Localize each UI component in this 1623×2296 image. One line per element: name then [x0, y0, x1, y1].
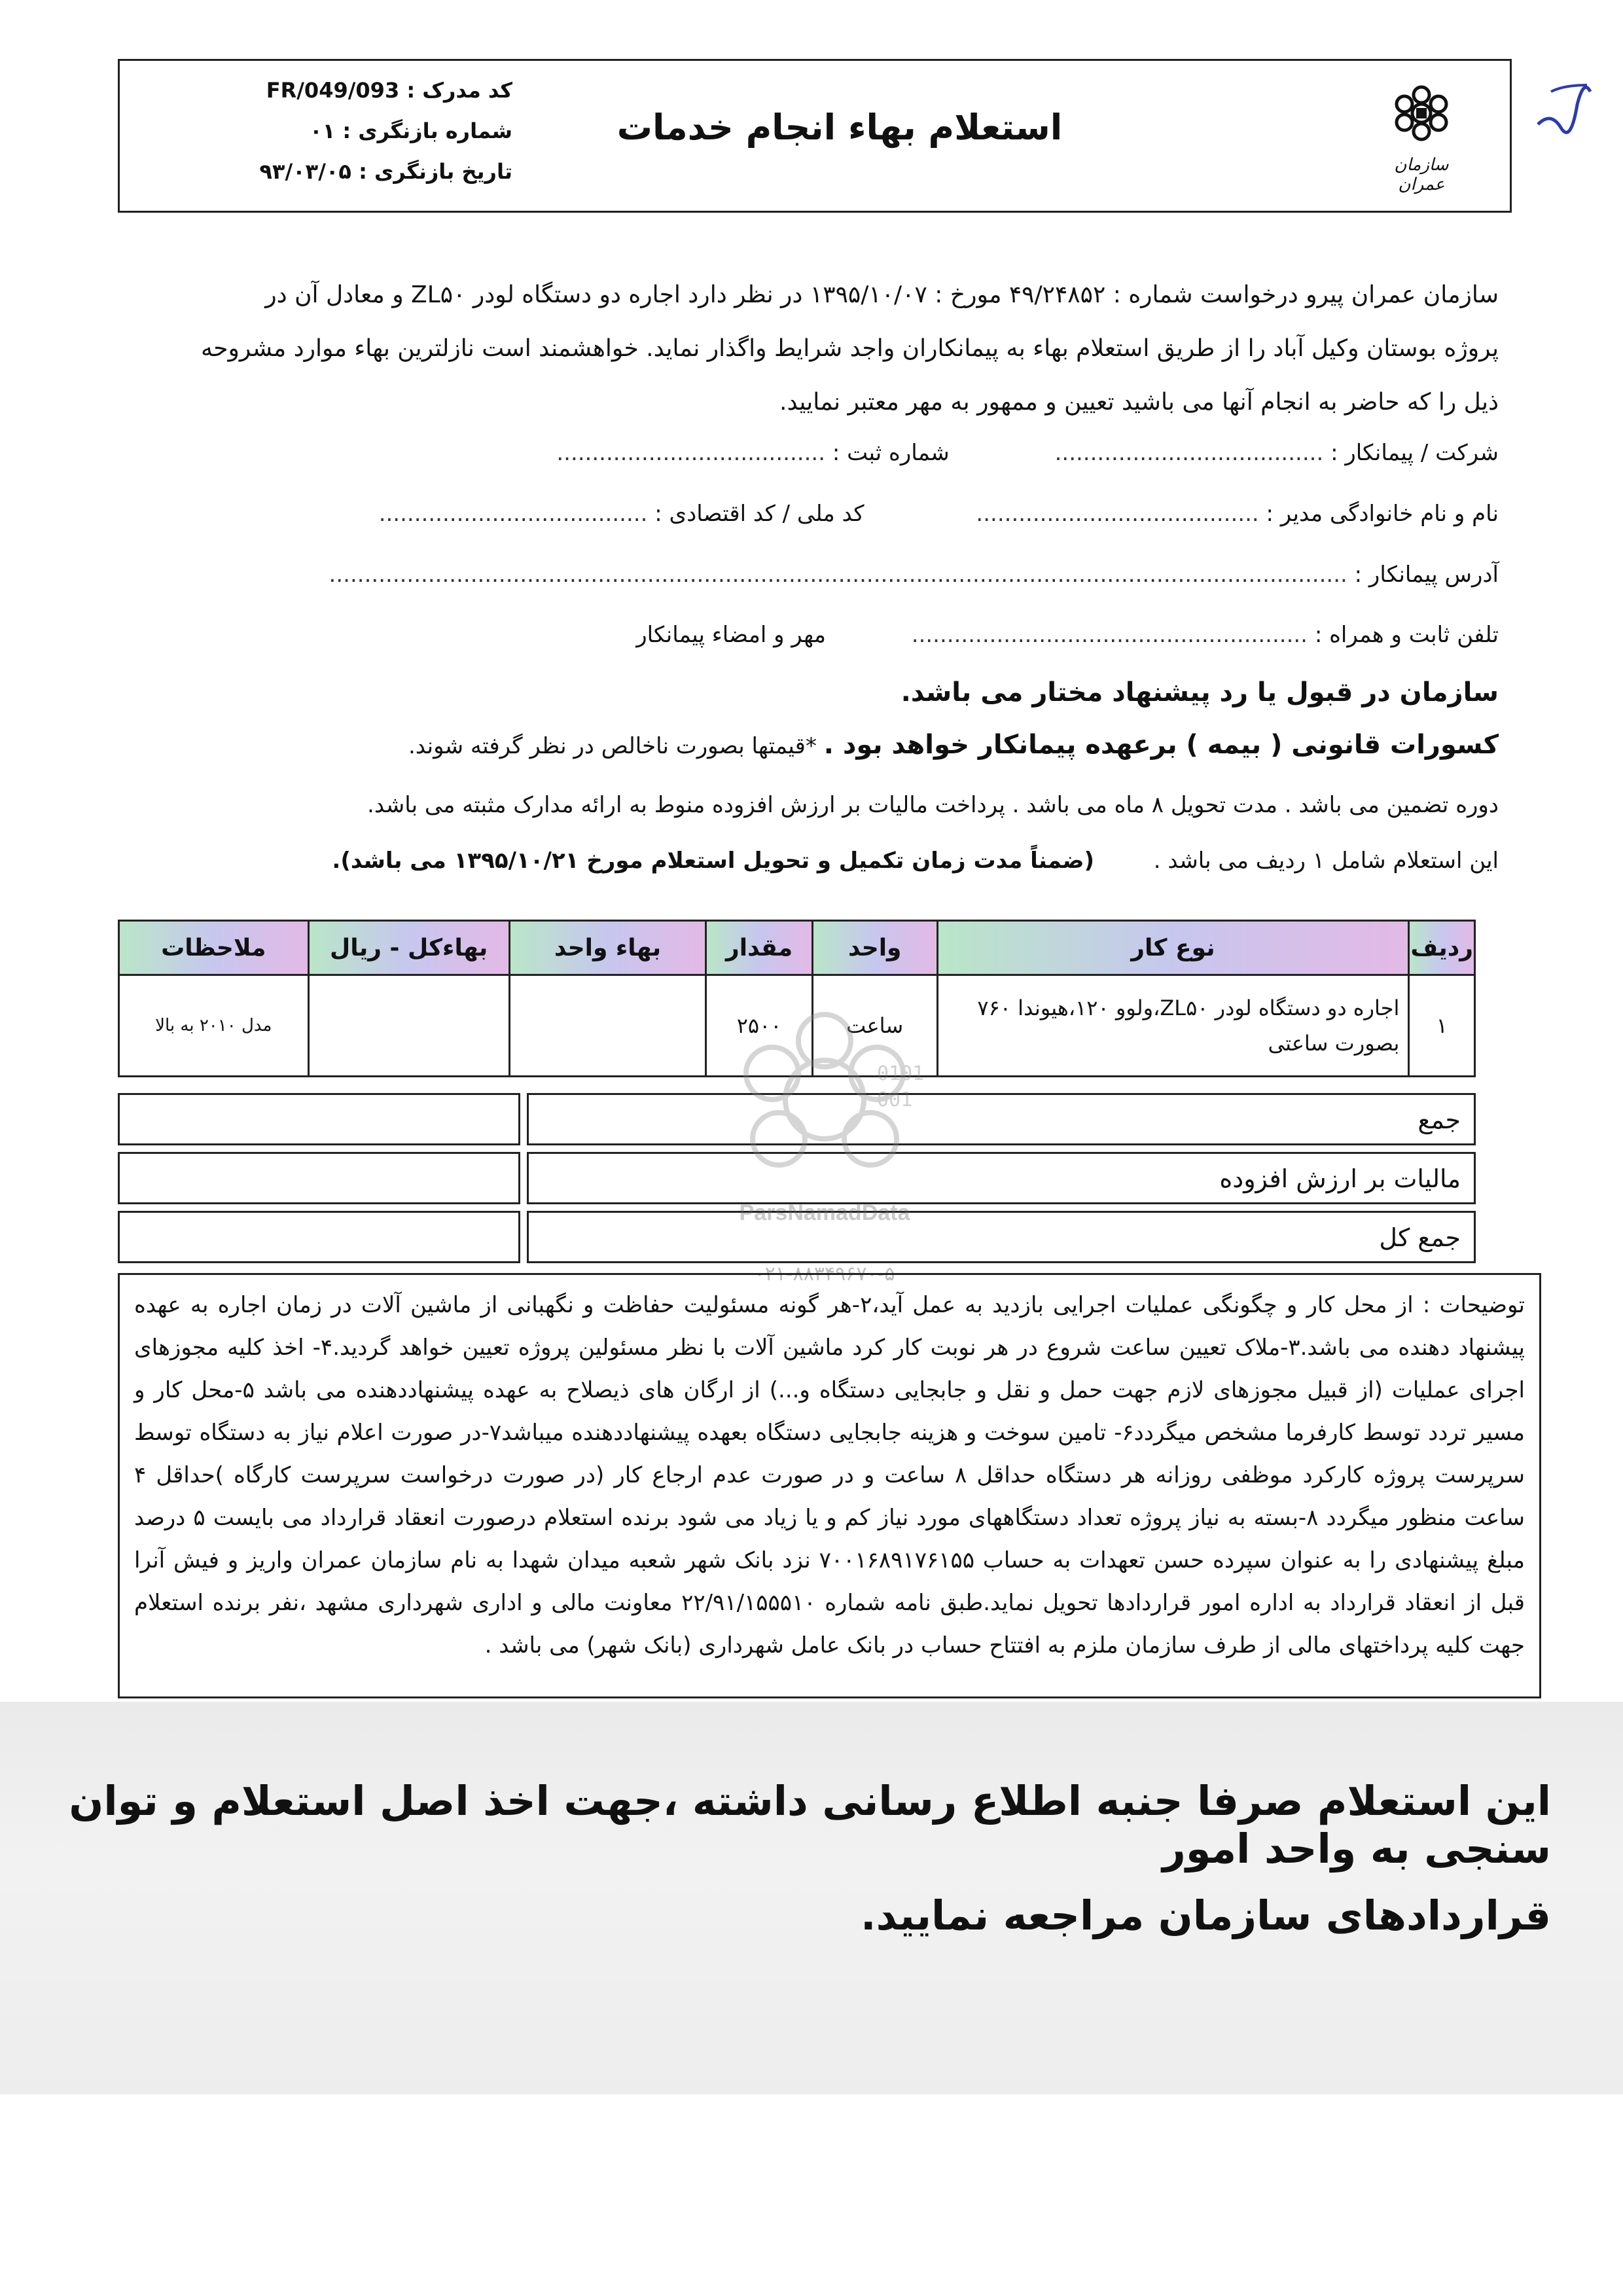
stamp-emblem-icon [681, 1001, 969, 1198]
header-notes: ملاحظات [119, 921, 309, 975]
rows-count-row [111, 848, 1499, 874]
notes-text: توضیحات : از محل کار و چگونگی عملیات اجرایی بازدید به عمل آید،۲-هر گونه مسئولیت حفاظت و نگهبانی از ماشین آلات در زمان اجاره به عهده پیشنهاد دهنده می باشد.۳-ملاک تعیین ساعت شروع در هر نوبت کار کرد ماشین آلات با نظر مسئولین پروژه تعیین خواهد گردید.۴- اخذ کلیه مجوزهای اجرای عملیات (از قبیل مجوزهای لازم جهت حمل و نقل و جابجایی دستگاه و...) از ارگان های ذیصلاح به عهده پیشنهاددهنده می باشد ۵-محل کار و مسیر تردد توسط کارفرما مشخص میگردد۶- تامین سوخت و هزینه جابجایی دستگاه بعهده پیشنهاددهنده میباشد۷-در صورت اعلام نیاز به دستگاه توسط سرپرست پروژه کارکرد موظفی روزانه هر دستگاه حداقل ۸ ساعت و در صورت عدم ارجاع کار (در صورت درخواست سرپرست کارگاه )حداقل ۴ ساعت منظور میگردد ۸-بسته به نیاز پروژه تعداد دستگاههای مورد نیاز کم و یا زیاد می شود برنده استعلام درصورت انعقاد قرارداد می بایست ۵ درصد مبلغ پیشنهادی را به عنوان سپرده حسن تعهدات به حساب ۷۰۰۱۶۸۹۱۷۶۱۵۵ نزد بانک شهر شعبه میدان شهدا به نام سازمان عمران واریز و فیش آنرا قبل از انعقاد قرارداد به اداره امور قراردادها تحویل نماید.طبق نامه شماره ۲۲/۹۱/۱۵۵۵۱۰ معاونت مالی و اداری شهرداری مشهد ،نفر برنده استعلام جهت کلیه پرداختهای مالی از طرف سازمان ملزم به افتتاح حساب در بانک عامل شهرداری (بانک شهر) می باشد . [134, 1292, 1525, 1659]
signature-label: مهر و امضاء پیمانکار [636, 622, 826, 648]
doc-code: کد مدرک : FR/049/093 [266, 78, 512, 103]
grand-total-label: جمع کل [1379, 1223, 1461, 1252]
revision-number: شماره بازنگری : ۰۱ [310, 118, 512, 143]
header-work-type: نوع کار [937, 921, 1409, 975]
row-number-cell: ۱ [1409, 975, 1475, 1077]
header-quantity: مقدار [706, 921, 813, 975]
watermark-stamp [681, 1001, 969, 1289]
header-unit-price: بهاء واحد [509, 921, 706, 975]
logo-emblem-icon [1382, 81, 1461, 152]
intro-line-2: پروژه بوستان وکیل آباد را از طریق استعلام بهاء به پیمانکاران واجد شرایط واگذار نماید. خواهشمند است نازلترین بهاء موارد مشروحه [200, 335, 1499, 362]
intro-line-3: ذیل را که حاضر به انجام آنها می باشید تعیین و ممهور به مهر معتبر نمایید. [779, 389, 1499, 416]
work-type-text: اجاره دو دستگاه لودر ZL۵۰،ولوو ۱۲۰،هیوندا ۷۶۰ بصورت ساعتی [977, 996, 1400, 1056]
sum-value-box[interactable] [118, 1093, 520, 1145]
national-id-label: کد ملی / کد اقتصادی : [654, 501, 865, 527]
notice-banner [0, 1702, 1623, 2094]
unit-cell: ساعت [812, 975, 937, 1077]
manager-row [111, 501, 1499, 527]
net-price-note: *قیمتها بصورت ناخالص در نظر گرفته شوند. [408, 733, 817, 759]
sum-label-box [527, 1093, 1476, 1145]
national-id-field[interactable]: ...................................... [378, 501, 648, 527]
header-unit: واحد [812, 921, 937, 975]
notes-box [118, 1273, 1541, 1698]
sum-label: جمع [1418, 1105, 1461, 1134]
manager-field[interactable]: ........................................ [969, 501, 1259, 527]
stamp-phone: ۰۲۱-۸۸۳۴۹۶۷۰-۵ [754, 1263, 895, 1285]
handwritten-mark-icon [1525, 65, 1603, 164]
deductions-note: کسورات قانونی ( بیمه ) برعهده پیمانکار خواهد بود . [823, 730, 1499, 760]
phone-row [111, 622, 1499, 648]
stamp-brand: ParsNamadData [739, 1200, 910, 1225]
intro-paragraph [111, 268, 1499, 429]
deadline-note: (ضمناً مدت زمان تکمیل و تحویل استعلام مورخ ۱۳۹۵/۱۰/۲۱ می باشد). [332, 848, 1094, 874]
quantity-cell: ۲۵۰۰ [706, 975, 813, 1077]
total-price-cell[interactable] [308, 975, 509, 1077]
grand-total-value-box[interactable] [118, 1211, 520, 1263]
svg-text:0101: 0101 [877, 1062, 925, 1085]
logo-text: سازمان عمران [1394, 155, 1449, 194]
banner-line-2: قراردادهای سازمان مراجعه نمایید. [861, 1892, 1551, 1939]
deductions-row [111, 730, 1499, 760]
company-field[interactable]: ...................................... [1047, 440, 1324, 466]
unit-price-cell[interactable] [509, 975, 706, 1077]
work-type-cell [937, 975, 1409, 1077]
rows-count-note: این استعلام شامل ۱ ردیف می باشد . [1153, 848, 1499, 874]
accept-note: سازمان در قبول یا رد پیشنهاد مختار می باشد. [901, 677, 1499, 708]
header-total-price: بهاءکل - ریال [308, 921, 509, 975]
svg-text:001: 001 [877, 1088, 913, 1111]
table-header-row [119, 921, 1475, 975]
banner-line-1: این استعلام صرفا جنبه اطلاع رسانی داشته ،جهت اخذ اصل استعلام و توان سنجی به واحد امور [69, 1777, 1551, 1873]
intro-line-1: سازمان عمران پیرو درخواست شماره : ۴۹/۲۴۸۵۲ مورخ : ۱۳۹۵/۱۰/۰۷ در نظر دارد اجاره دو دستگاه لودر ZL۵۰ و معادل آن در [265, 281, 1499, 308]
address-field[interactable]: ................................................................................................................................................ [329, 562, 1347, 588]
address-label: آدرس پیمانکار : [1354, 562, 1499, 588]
vat-value-box[interactable] [118, 1152, 520, 1204]
guarantee-note: دوره تضمین می باشد . مدت تحویل ۸ ماه می باشد . پرداخت مالیات بر ارزش افزوده منوط به ارائه مدارک مثبته می باشد. [367, 792, 1499, 818]
header-box [118, 59, 1512, 213]
address-row [111, 562, 1499, 588]
company-row [111, 440, 1499, 466]
phone-field[interactable]: ........................................................ [904, 622, 1308, 648]
vat-label: مالیات بر ارزش افزوده [1219, 1164, 1461, 1193]
organization-logo [1372, 81, 1471, 192]
reg-no-field[interactable]: ...................................... [556, 440, 826, 466]
notes-cell: مدل ۲۰۱۰ به بالا [119, 975, 309, 1077]
header-row-number: ردیف [1409, 921, 1475, 975]
phone-label: تلفن ثابت و همراه : [1314, 622, 1499, 648]
page-title: استعلام بهاء انجام خدمات [616, 107, 1063, 148]
revision-date: تاریخ بازنگری : ۹۳/۰۳/۰۵ [259, 159, 512, 184]
manager-label: نام و نام خانوادگی مدیر : [1266, 501, 1499, 527]
reg-no-label: شماره ثبت : [832, 440, 950, 466]
vat-label-box [527, 1152, 1476, 1204]
document-meta [146, 70, 512, 192]
company-label: شرکت / پیمانکار : [1330, 440, 1499, 466]
grand-total-label-box [527, 1211, 1476, 1263]
